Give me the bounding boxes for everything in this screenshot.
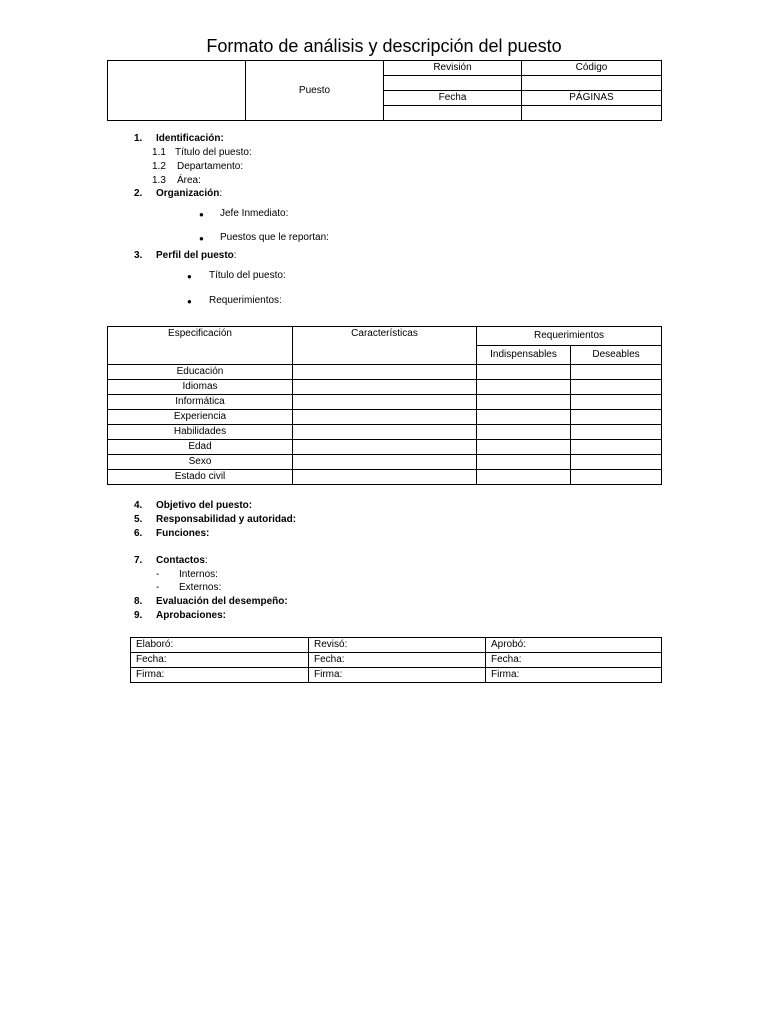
paginas-label: PÁGINAS (522, 91, 662, 106)
fecha-value[interactable] (384, 106, 522, 121)
section-title: Objetivo del puesto: (156, 500, 253, 511)
table-cell[interactable] (477, 440, 571, 455)
section-number: 1. (134, 133, 143, 144)
table-cell[interactable] (293, 470, 477, 485)
section-title: Evaluación del desempeño: (156, 596, 288, 607)
table-cell[interactable] (293, 455, 477, 470)
row-label: Educación (108, 365, 293, 380)
approval-cell[interactable]: Firma: (131, 668, 309, 683)
section-title: Responsabilidad y autoridad: (156, 514, 297, 525)
table-cell[interactable] (571, 470, 662, 485)
table-cell[interactable] (477, 395, 571, 410)
table-cell[interactable] (293, 425, 477, 440)
bullet-icon: ● (187, 272, 192, 281)
section-number: 5. (134, 514, 143, 525)
page-title: Formato de análisis y descripción del puesto (206, 36, 562, 56)
bullet-icon: ● (199, 210, 204, 219)
row-label: Experiencia (108, 410, 293, 425)
approval-cell[interactable]: Firma: (486, 668, 662, 683)
bullet-icon: ● (187, 297, 192, 306)
header-deseables: Deseables (571, 346, 662, 365)
section-number: 4. (134, 500, 143, 511)
table-cell[interactable] (293, 380, 477, 395)
header-especificacion: Especificación (108, 327, 293, 365)
contact-label: Internos: (179, 569, 218, 580)
approval-cell[interactable]: Fecha: (486, 653, 662, 668)
dash-marker: - (156, 582, 160, 593)
subsection-number: 1.1 (152, 147, 166, 158)
header-caracteristicas: Características (293, 327, 477, 365)
table-cell[interactable] (477, 365, 571, 380)
puesto-cell: Puesto (246, 61, 384, 121)
table-cell[interactable] (293, 440, 477, 455)
section-title: Organización (156, 188, 220, 199)
bullet-icon: ● (199, 234, 204, 243)
section-number: 2. (134, 188, 143, 199)
bullet-label: Requerimientos: (209, 295, 282, 306)
section-colon: : (219, 188, 223, 199)
subsection-label: Título del puesto: (175, 147, 252, 158)
header-table (107, 60, 662, 121)
bullet-label: Jefe Inmediato: (220, 208, 289, 219)
table-cell[interactable] (571, 380, 662, 395)
bullet-label: Título del puesto: (209, 270, 286, 281)
table-row (108, 410, 662, 425)
row-label: Habilidades (108, 425, 293, 440)
section-title: Contactos (156, 555, 205, 566)
section-title: Perfil del puesto (156, 250, 234, 261)
table-cell[interactable] (571, 365, 662, 380)
header-indispensables: Indispensables (477, 346, 571, 365)
codigo-label: Código (522, 61, 662, 76)
table-row (108, 470, 662, 485)
section-number: 8. (134, 596, 143, 607)
table-row (108, 440, 662, 455)
table-cell[interactable] (293, 365, 477, 380)
logo-cell (108, 61, 246, 121)
codigo-value[interactable] (522, 76, 662, 91)
section-number: 6. (134, 528, 143, 539)
table-cell[interactable] (571, 410, 662, 425)
approval-cell[interactable]: Fecha: (131, 653, 309, 668)
approval-cell[interactable]: Firma: (309, 668, 486, 683)
row-label: Sexo (108, 455, 293, 470)
table-row (108, 395, 662, 410)
section-title-line (156, 554, 208, 568)
approval-cell[interactable]: Revisó: (309, 638, 486, 653)
spec-table (107, 326, 662, 485)
section-number: 7. (134, 555, 143, 566)
section-title: Identificación: (156, 133, 224, 144)
approval-cell[interactable]: Fecha: (309, 653, 486, 668)
table-row (108, 380, 662, 395)
table-cell[interactable] (571, 395, 662, 410)
subsection-label: Área: (177, 175, 201, 186)
table-row (108, 455, 662, 470)
subsection-number: 1.2 (152, 161, 166, 172)
bullet-label: Puestos que le reportan: (220, 232, 329, 243)
section-colon: : (233, 250, 237, 261)
contact-label: Externos: (179, 582, 222, 593)
approvals-table (130, 637, 662, 683)
paginas-value[interactable] (522, 106, 662, 121)
section-title: Funciones: (156, 528, 210, 539)
section-colon: : (204, 555, 208, 566)
fecha-label: Fecha (384, 91, 522, 106)
table-cell[interactable] (293, 395, 477, 410)
dash-marker: - (156, 569, 160, 580)
table-cell[interactable] (477, 410, 571, 425)
table-cell[interactable] (571, 440, 662, 455)
revision-label: Revisión (384, 61, 522, 76)
table-row (131, 638, 662, 653)
table-row (108, 425, 662, 440)
subsection-number: 1.3 (152, 175, 166, 186)
table-cell[interactable] (571, 425, 662, 440)
section-number: 3. (134, 250, 143, 261)
table-row (131, 653, 662, 668)
table-row (131, 668, 662, 683)
approval-cell[interactable]: Aprobó: (486, 638, 662, 653)
row-label: Edad (108, 440, 293, 455)
subsection-label: Departamento: (177, 161, 244, 172)
table-cell[interactable] (477, 470, 571, 485)
row-label: Informática (108, 395, 293, 410)
revision-value[interactable] (384, 76, 522, 91)
header-requerimientos: Requerimientos (477, 327, 662, 346)
row-label: Idiomas (108, 380, 293, 395)
table-row (108, 365, 662, 380)
table-cell[interactable] (477, 425, 571, 440)
table-cell[interactable] (477, 380, 571, 395)
table-cell[interactable] (477, 455, 571, 470)
row-label: Estado civil (108, 470, 293, 485)
table-cell[interactable] (293, 410, 477, 425)
approval-cell[interactable]: Elaboró: (131, 638, 309, 653)
table-cell[interactable] (571, 455, 662, 470)
section-title-line (156, 187, 222, 201)
section-title: Aprobaciones: (156, 610, 227, 621)
section-number: 9. (134, 610, 143, 621)
section-title-line (156, 249, 237, 263)
